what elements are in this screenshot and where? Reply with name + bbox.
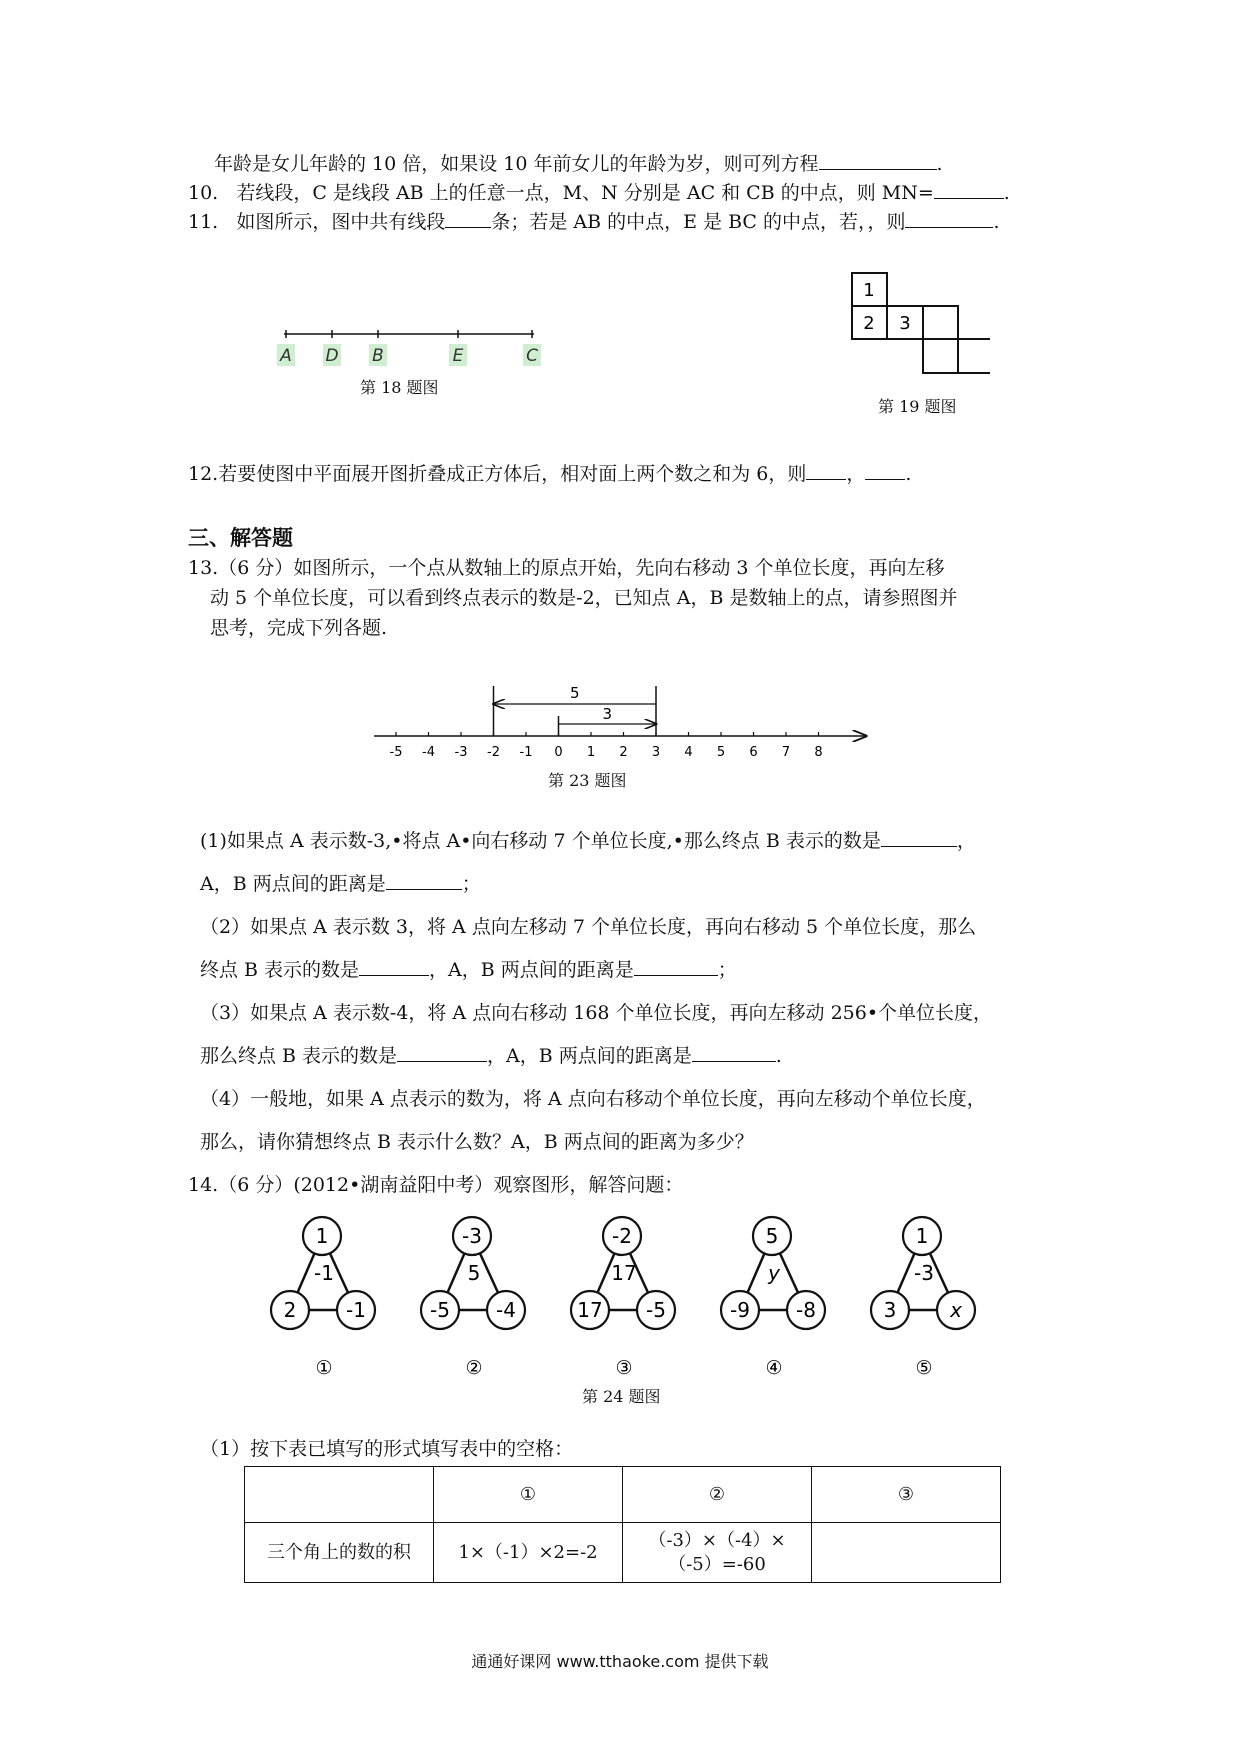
axis-tick-label: 3 [651, 745, 661, 760]
question-13-line3: 思考，完成下列各题. [210, 617, 388, 639]
corner-number: -9 [730, 1298, 750, 1322]
corner-number: -1 [346, 1298, 366, 1322]
answer-blank[interactable] [806, 461, 846, 480]
answer-blank[interactable] [692, 1043, 776, 1062]
axis-tick-label: -4 [422, 745, 435, 760]
question-14: 14.（6 分）(2012•湖南益阳中考）观察图形，解答问题： [188, 1174, 684, 1196]
table-header-cell: ② [623, 1467, 812, 1523]
net-cell-label: 3 [899, 313, 911, 334]
answer-blank[interactable] [819, 151, 937, 170]
axis-tick-label: -3 [454, 745, 468, 760]
corner-number: -8 [796, 1298, 816, 1322]
axis-tick-label: 2 [619, 745, 628, 760]
answer-blank[interactable] [905, 209, 993, 228]
q13-part1-line2: A，B 两点间的距离是 ； [200, 873, 481, 895]
axis-tick-label: -1 [519, 745, 533, 760]
corner-number: -4 [496, 1298, 516, 1322]
triangle-figure [721, 1217, 825, 1379]
figure-index-label: ④ [765, 1357, 783, 1379]
segment-point-label: B [372, 346, 384, 366]
answer-blank[interactable] [934, 180, 1004, 199]
figure-19-caption: 第 19 题图 [878, 397, 957, 416]
q13-part1-line1: (1)如果点 A 表示数-3,•将点 A•向右移动 7 个单位长度,•那么终点 B 表示的数是 ， [200, 830, 976, 852]
figure-index-label: ③ [615, 1357, 633, 1379]
segment-point-label: A [280, 346, 292, 366]
answer-blank[interactable] [445, 209, 491, 228]
axis-tick-label: -2 [487, 745, 500, 760]
section-heading: 三、解答题 [188, 526, 293, 550]
figure-23-number-line [370, 670, 880, 762]
table-header-cell: ① [434, 1467, 623, 1523]
q13-part2-line1: （2）如果点 A 表示数 3，将 A 点向左移动 7 个单位长度，再向右移动 5 个单位长度，那么 [200, 916, 977, 938]
corner-number: x [950, 1298, 962, 1322]
answer-blank[interactable] [865, 461, 905, 480]
center-number: 17 [611, 1261, 637, 1285]
corner-number: 5 [765, 1224, 779, 1248]
corner-number: 1 [915, 1224, 929, 1248]
q13-part4-line1: （4）一般地，如果 A 点表示的数为，将 A 点向右移动个单位长度，再向左移动个单位长度， [200, 1088, 986, 1110]
net-cell [923, 306, 958, 339]
answer-blank[interactable] [359, 957, 429, 976]
net-cell-label: 2 [863, 313, 875, 334]
center-number: 5 [467, 1261, 481, 1285]
axis-tick-label: -5 [389, 745, 403, 760]
table-header-cell: ③ [812, 1467, 1001, 1523]
arrow-label: 5 [569, 684, 580, 702]
corner-number: -5 [646, 1298, 666, 1322]
page-footer: 通通好课网 www.tthaoke.com 提供下载 [471, 1652, 769, 1671]
triangle-figure [871, 1217, 975, 1379]
figure-24-caption: 第 24 题图 [582, 1387, 661, 1406]
center-number: -3 [914, 1261, 934, 1285]
figure-19-cube-net [840, 270, 990, 382]
q13-part2-line2: 终点 B 表示的数是 ，A，B 两点间的距离是 ； [200, 959, 737, 981]
net-cell [923, 339, 958, 373]
figure-24-triangles [250, 1212, 1010, 1382]
figure-index-label: ② [465, 1357, 483, 1379]
corner-number: 3 [883, 1298, 897, 1322]
net-cell [958, 339, 990, 373]
answer-blank[interactable] [634, 957, 718, 976]
axis-tick-label: 4 [684, 745, 693, 760]
triangle-figure [421, 1217, 525, 1379]
answer-table [244, 1466, 1001, 1583]
axis-tick-label: 7 [781, 745, 791, 760]
table-header-cell [245, 1467, 434, 1523]
net-cell-label: 1 [863, 280, 875, 301]
question-13-line2: 动 5 个单位长度，可以看到终点表示的数是-2，已知点 A，B 是数轴上的点，请参照图并 [210, 587, 958, 609]
segment-point-label: E [452, 346, 464, 366]
segment-point-label: C [526, 346, 538, 366]
axis-tick-label: 6 [749, 745, 758, 760]
center-number: y [768, 1261, 780, 1285]
corner-number: -3 [462, 1224, 482, 1248]
question-13-line1: 13.（6 分）如图所示，一个点从数轴上的原点开始，先向右移动 3 个单位长度，再向左移 [188, 557, 945, 579]
figure-index-label: ⑤ [915, 1357, 933, 1379]
axis-tick-label: 0 [554, 745, 563, 760]
answer-blank[interactable] [386, 871, 462, 890]
axis-tick-label: 8 [814, 745, 823, 760]
table-row-label: 三个角上的数的积 [245, 1523, 434, 1583]
table-cell-empty[interactable] [812, 1523, 1001, 1583]
table-cell: （-3）×（-4）×（-5）=-60 [623, 1523, 812, 1583]
corner-number: -5 [430, 1298, 450, 1322]
q13-part4-line2: 那么，请你猜想终点 B 表示什么数？A，B 两点间的距离为多少？ [200, 1131, 754, 1153]
triangle-figure [571, 1217, 675, 1379]
q9-continuation: 年龄是女儿年龄的 10 倍，如果设 10 年前女儿的年龄为岁，则可列方程 . [214, 153, 943, 175]
question-11: 11. 如图所示，图中共有线段 条；若是 AB 的中点，E 是 BC 的中点，若，，则 . [188, 211, 1000, 233]
triangle-figure [271, 1217, 375, 1379]
table-cell: 1×（-1）×2=-2 [434, 1523, 623, 1583]
axis-tick-label: 1 [586, 745, 596, 760]
corner-number: -2 [612, 1224, 632, 1248]
corner-number: 1 [315, 1224, 329, 1248]
answer-blank[interactable] [881, 828, 957, 847]
figure-18-caption: 第 18 题图 [360, 378, 439, 397]
question-10: 10. 若线段，C 是线段 AB 上的任意一点，M、N 分别是 AC 和 CB 的中点，则 MN= . [188, 182, 1010, 204]
center-number: -1 [314, 1261, 334, 1285]
figure-23-caption: 第 23 题图 [548, 771, 627, 790]
axis-tick-label: 5 [716, 745, 726, 760]
q13-part3-line1: （3）如果点 A 表示数-4，将 A 点向右移动 168 个单位长度，再向左移动 256•个单位长度， [200, 1002, 993, 1024]
question-12: 12.若要使图中平面展开图折叠成正方体后，相对面上两个数之和为 6，则 ， . [188, 463, 912, 485]
q13-part3-line2: 那么终点 B 表示的数是 ，A，B 两点间的距离是 . [200, 1045, 782, 1067]
segment-point-label: D [325, 346, 339, 366]
answer-blank[interactable] [397, 1043, 487, 1062]
corner-number: 2 [283, 1298, 297, 1322]
q14-part1: （1）按下表已填写的形式填写表中的空格： [200, 1438, 574, 1460]
figure-index-label: ① [315, 1357, 333, 1379]
corner-number: 17 [577, 1298, 603, 1322]
arrow-label: 3 [602, 705, 613, 723]
